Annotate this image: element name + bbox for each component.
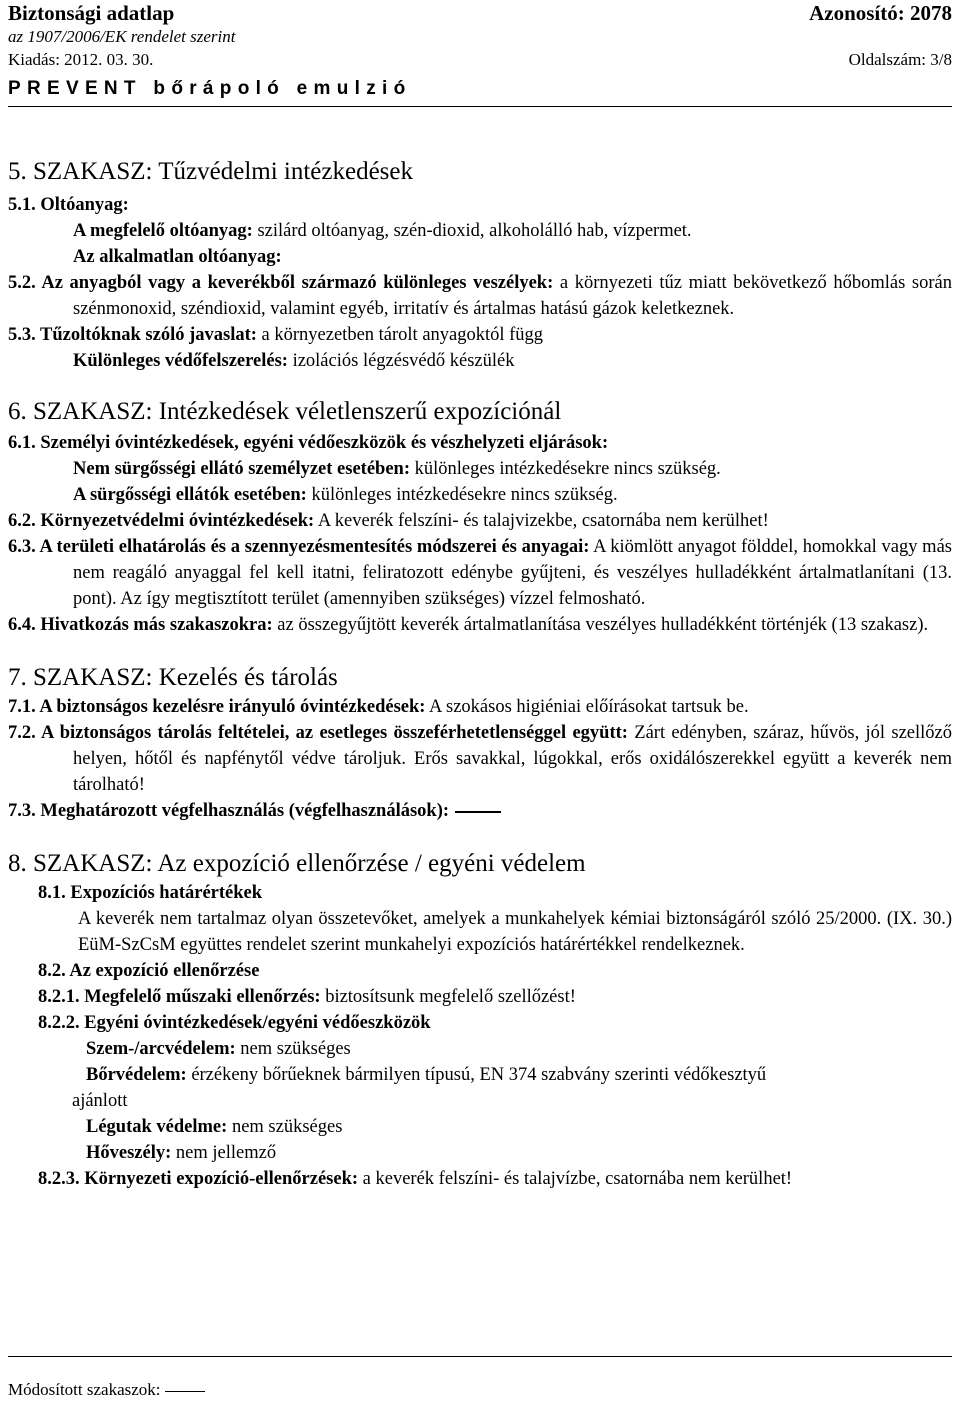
s8-heat-text: nem jellemző <box>171 1143 277 1163</box>
s7-3-label: 7.3. Meghatározott végfelhasználás (végfelhasználások): <box>8 801 450 821</box>
s8-face-protection <box>8 1036 952 1062</box>
page-number: Oldalszám: 3/8 <box>848 50 952 69</box>
s6-1-heading: 6.1. Személyi óvintézkedések, egyéni védőeszközök és vészhelyzeti eljárások: <box>8 433 609 453</box>
s6-1-non-emergency-text: különleges intézkedésekre nincs szükség. <box>410 459 721 479</box>
s8-face-label: Szem-/arcvédelem: <box>86 1039 236 1059</box>
section-5-title: 5. SZAKASZ: Tűzvédelmi intézkedések <box>8 158 414 185</box>
s6-1-emergency-text: különleges intézkedésekre nincs szükség. <box>306 485 618 505</box>
regulation-reference: az 1907/2006/EK rendelet szerint <box>8 27 236 46</box>
s7-2-paragraph <box>8 720 952 798</box>
s6-3-label: 6.3. A területi elhatárolás és a szennyezésmentesítés módszerei és anyagai: <box>8 537 590 557</box>
s8-respiratory-protection <box>8 1114 952 1140</box>
s5-3-label: Tűzoltóknak szóló javaslat: <box>35 325 257 345</box>
s5-3-paragraph <box>8 322 952 348</box>
s6-1-emergency <box>8 482 952 508</box>
s8-skin-label: Bőrvédelem: <box>86 1065 187 1085</box>
s5-1-unsuitable: Az alkalmatlan oltóanyag: <box>73 247 282 267</box>
document-id: Azonosító: 2078 <box>809 1 952 25</box>
s7-2-text: Zárt edényben, száraz, hűvös, jól szellőző helyen, hőtől és napfénytől védve tároljuk. Erős savakkal, lúgokkal, erős oxidálószerekkel együtt a keverék nem tárolható! <box>73 723 952 795</box>
s5-2-paragraph <box>8 270 952 322</box>
s6-1-non-emergency <box>8 456 952 482</box>
s8-thermal-hazard <box>8 1140 952 1166</box>
s5-3-text: a környezetben tárolt anyagoktól függ <box>256 325 544 345</box>
s5-1-suitable-label: A megfelelő oltóanyag: <box>73 221 253 241</box>
s5-1-suitable-text: szilárd oltóanyag, szén-dioxid, alkoholálló hab, vízpermet. <box>252 221 692 241</box>
footer-modified-sections: Módosított szakaszok: <box>8 1380 161 1399</box>
s8-face-text: nem szükséges <box>235 1039 351 1059</box>
s8-2-1-text: biztosítsunk megfelelő szellőzést! <box>320 987 576 1007</box>
s7-1-label: 7.1. A biztonságos kezelésre irányuló óvintézkedések: <box>8 697 426 717</box>
s8-2-2-heading: 8.2.2. Egyéni óvintézkedések/egyéni védőeszközök <box>38 1013 431 1033</box>
header-divider <box>8 106 952 107</box>
s6-4-paragraph <box>8 612 952 638</box>
s6-4-label: 6.4. Hivatkozás más szakaszokra: <box>8 615 273 635</box>
s8-2-1-label: 8.2.1. Megfelelő műszaki ellenőrzés: <box>38 987 321 1007</box>
section-8-title: 8. SZAKASZ: Az expozíció ellenőrzése / egyéni védelem <box>8 850 586 877</box>
s8-2-3-label: 8.2.3. Környezeti expozíció-ellenőrzések: <box>38 1169 359 1189</box>
s5-3-equipment-text: izolációs légzésvédő készülék <box>287 351 515 371</box>
s5-2-label: Az anyagból vagy a keverékből származó különleges veszélyek: <box>35 273 554 293</box>
s8-skin-text: érzékeny bőrűeknek bármilyen típusú, EN 374 szabvány szerinti védőkesztyű <box>186 1065 767 1085</box>
header-row-1 <box>8 0 952 26</box>
s8-skin-protection <box>8 1062 952 1088</box>
s6-4-text: az összegyűjtött keverék ártalmatlanítása veszélyes hulladékként történjék (13 szakasz). <box>272 615 929 635</box>
s5-2-num: 5.2. <box>8 273 36 293</box>
document-body <box>8 156 952 1192</box>
s6-3-paragraph <box>8 534 952 612</box>
s5-1-heading: 5.1. Oltóanyag: <box>8 195 129 215</box>
s8-2-heading: 8.2. Az expozíció ellenőrzése <box>38 961 260 981</box>
s8-2-3-text: a keverék felszíni- és talajvízbe, csatornába nem kerülhet! <box>358 1169 793 1189</box>
header-row-3 <box>8 47 952 73</box>
s8-1-heading: 8.1. Expozíciós határértékek <box>38 883 263 903</box>
s5-2-text: a környezeti tűz miatt bekövetkező hőbomlás során szénmonoxid, széndioxid, valamint egyéb, irritatív és ártalmas hatású gázok keletkeznek. <box>73 273 953 319</box>
s6-2-label: 6.2. Környezetvédelmi óvintézkedések: <box>8 511 315 531</box>
product-name: PREVENT bőrápoló emulzió <box>8 78 412 99</box>
s6-2-paragraph <box>8 508 952 534</box>
s5-3-equipment-label: Különleges védőfelszerelés: <box>73 351 288 371</box>
s6-1-non-emergency-label: Nem sürgősségi ellátó személyzet esetében: <box>73 459 410 479</box>
s6-1-emergency-label: A sürgősségi ellátók esetében: <box>73 485 307 505</box>
s8-1-text: A keverék nem tartalmaz olyan összetevőket, amelyek a munkahelyek kémiai biztonságáról szóló 25/2000. (IX. 30.) EüM-SzCsM együttes rendelet szerint munkahelyi expozíciós határértékkel rendelkeznek. <box>78 909 952 955</box>
footer-dash <box>165 1391 205 1392</box>
s8-resp-text: nem szükséges <box>227 1117 343 1137</box>
section-6-title: 6. SZAKASZ: Intézkedések véletlenszerű expozíciónál <box>8 398 562 425</box>
s7-3-paragraph <box>8 798 952 824</box>
s5-3-num: 5.3. <box>8 325 36 345</box>
s8-2-1-paragraph <box>8 984 952 1010</box>
s7-1-text: A szokásos higiéniai előírásokat tartsuk be. <box>425 697 749 717</box>
section-7-title: 7. SZAKASZ: Kezelés és tárolás <box>8 664 338 691</box>
s7-2-label: 7.2. A biztonságos tárolás feltételei, az esetleges összeférhetetlenséggel együtt: <box>8 723 628 743</box>
s5-3-equipment <box>8 348 952 374</box>
s8-skin-protection-cont: ajánlott <box>72 1091 128 1111</box>
issue-date: Kiadás: 2012. 03. 30. <box>8 50 154 69</box>
s8-heat-label: Hőveszély: <box>86 1143 172 1163</box>
document-title: Biztonsági adatlap <box>8 1 175 25</box>
s8-2-3-paragraph <box>8 1166 952 1192</box>
s8-resp-label: Légutak védelme: <box>86 1117 228 1137</box>
footer-divider <box>8 1356 952 1357</box>
s6-3-text: A kiömlött anyagot földdel, homokkal vagy más nem reagáló anyaggal fel kell itatni, feliratozott edénybe gyűjteni, és veszélyes hulladékként ártalmatlanítani (13. pont). Az így megtisztított terület (amennyiben szükséges) vízzel felmosható. <box>73 537 952 609</box>
footer <box>8 1380 205 1400</box>
s6-2-text: A keverék felszíni- és talajvizekbe, csatornába nem kerülhet! <box>314 511 769 531</box>
s7-1-paragraph <box>8 694 952 720</box>
s5-1-suitable <box>8 218 952 244</box>
s7-3-dash <box>455 811 501 813</box>
